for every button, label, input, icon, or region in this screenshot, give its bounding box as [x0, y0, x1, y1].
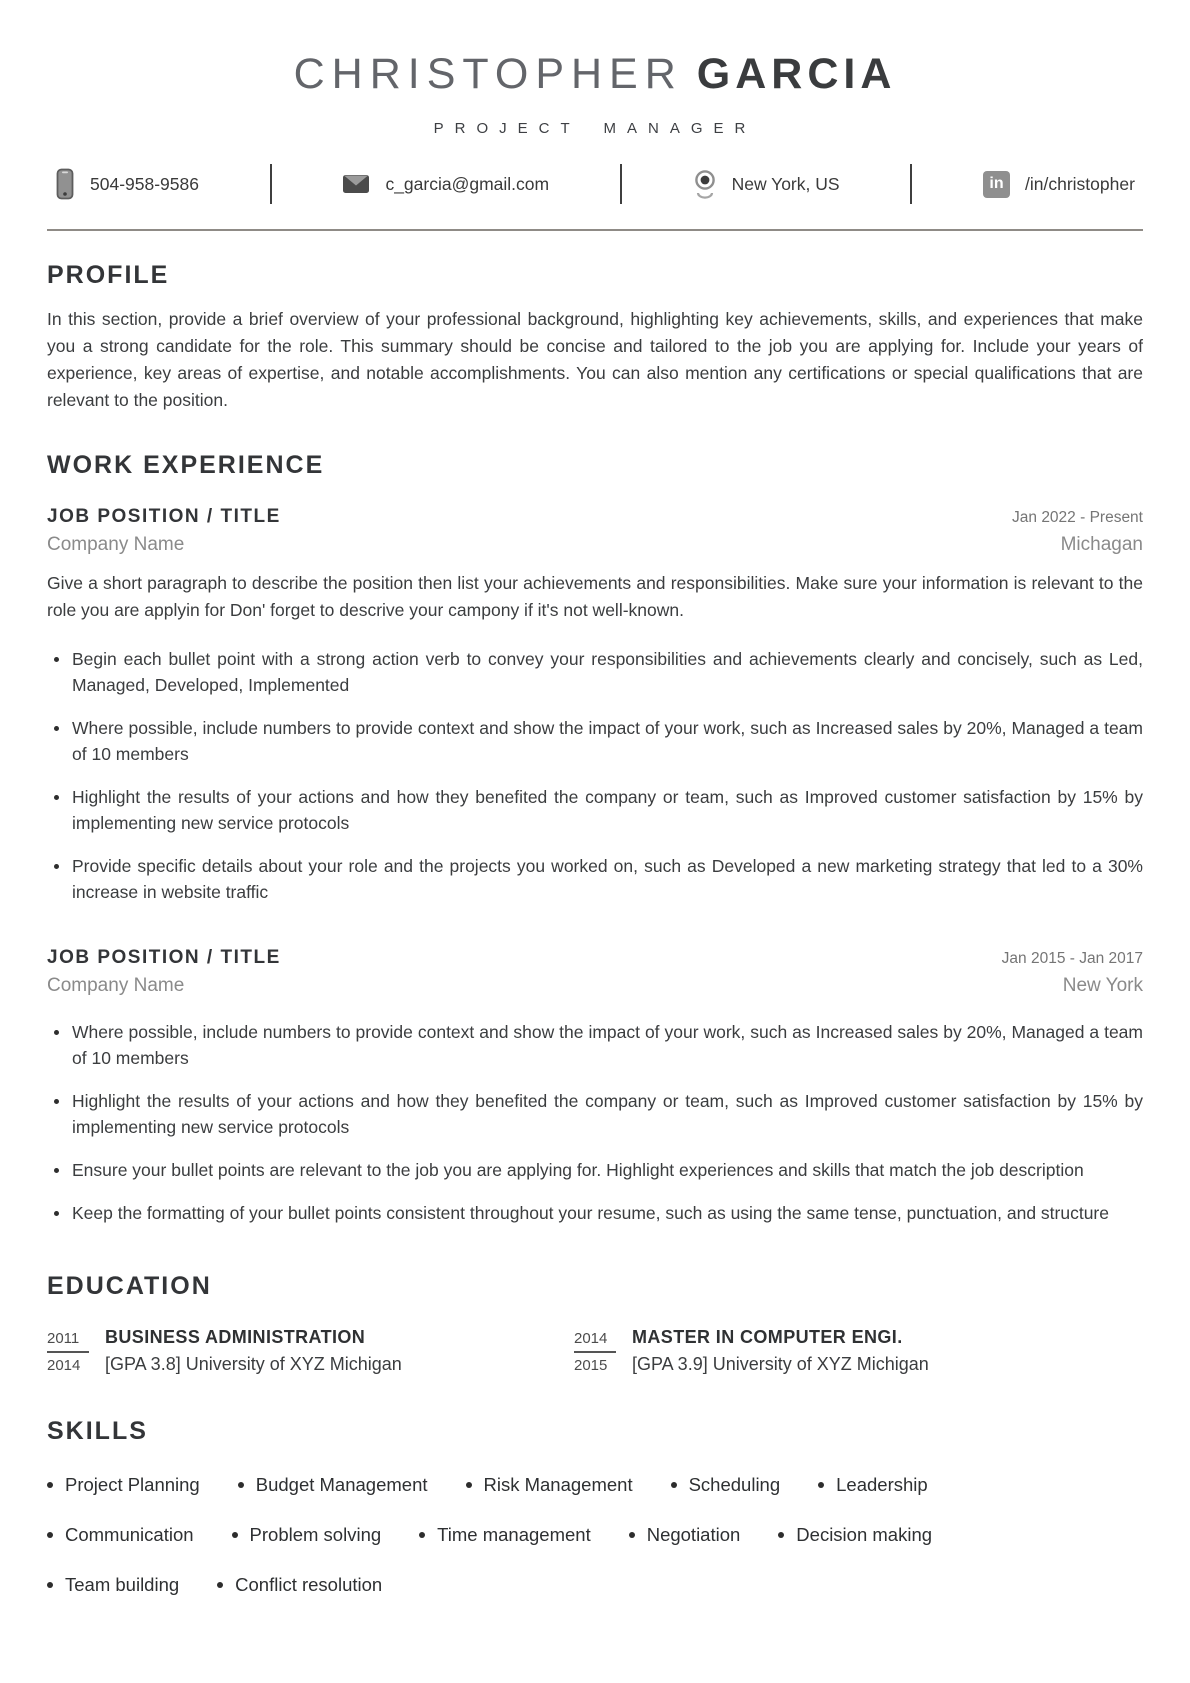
bullet-item: Begin each bullet point with a strong action verb to convey your responsibilities and achievements clearly and concisely, such as Led, Managed, Developed, Implemented: [47, 646, 1143, 698]
edu-text: [632, 1327, 929, 1375]
edu-degree: MASTER IN COMPUTER ENGI.: [632, 1327, 903, 1347]
edu-end-year: 2015: [574, 1357, 608, 1374]
mail-icon: [342, 174, 370, 194]
education-row: [47, 1327, 1143, 1375]
job-company-row: [47, 975, 1143, 997]
edu-end-year: 2014: [47, 1357, 81, 1374]
contact-separator: [270, 164, 272, 204]
job-dates: Jan 2022 - Present: [1012, 509, 1143, 526]
bullet-list: [47, 646, 1143, 905]
skill-item: [419, 1524, 591, 1546]
bullet-item: Where possible, include numbers to provide context and show the impact of your work, such as Increased sales by 20%, Managed a team of 10 members: [47, 715, 1143, 767]
phone-icon: [55, 168, 75, 200]
skill-item: [778, 1524, 932, 1546]
job-title-row: [47, 947, 1143, 969]
bullet-dot-icon: [238, 1482, 244, 1488]
education-entry: [47, 1327, 574, 1375]
skill-label: Time management: [437, 1524, 591, 1545]
skills-row: [47, 1474, 1143, 1496]
bullet-item: Where possible, include numbers to provide context and show the impact of your work, such as Increased sales by 20%, Managed a team of 10 members: [47, 1019, 1143, 1071]
skill-item: [217, 1574, 382, 1596]
last-name: GARCIA: [696, 50, 897, 98]
job-location: Michagan: [1060, 534, 1143, 555]
contact-separator: [910, 164, 912, 204]
skill-label: Team building: [65, 1574, 180, 1595]
skill-label: Conflict resolution: [235, 1574, 383, 1595]
bullet-dot-icon: [466, 1482, 472, 1488]
job-company: Company Name: [47, 975, 185, 996]
edu-details: [GPA 3.8] University of XYZ Michigan: [105, 1354, 402, 1374]
candidate-name: [47, 0, 1143, 99]
edu-years: [47, 1327, 89, 1375]
job-company: Company Name: [47, 534, 185, 555]
skill-item: [671, 1474, 781, 1496]
bullet-dot-icon: [419, 1532, 425, 1538]
contact-item-linkedin: [983, 171, 1135, 198]
profile-heading: PROFILE: [47, 261, 170, 289]
work-experience-heading: WORK EXPERIENCE: [47, 451, 325, 479]
first-name: CHRISTOPHER: [293, 50, 683, 98]
skill-item: [47, 1474, 200, 1496]
bullet-item: Highlight the results of your actions and how they benefited the company or team, such as Improved customer satisfaction by 15% by implementing new service protocols: [47, 784, 1143, 836]
edu-years: [574, 1327, 616, 1375]
contact-item-phone: [55, 168, 199, 200]
resume-header: [47, 0, 1143, 231]
skill-label: Decision making: [796, 1524, 933, 1545]
bullet-dot-icon: [217, 1582, 223, 1588]
job-position: JOB POSITION / TITLE: [47, 947, 281, 968]
skill-item: [47, 1524, 194, 1546]
skills-row: [47, 1574, 1143, 1596]
linkedin-badge-icon: in: [983, 171, 1010, 198]
contact-bar: [47, 164, 1143, 204]
contact-item-email: [342, 174, 549, 195]
bullet-dot-icon: [47, 1532, 53, 1538]
job-dates: Jan 2015 - Jan 2017: [1001, 950, 1143, 967]
edu-text: [105, 1327, 402, 1375]
bullet-dot-icon: [818, 1482, 824, 1488]
bullet-dot-icon: [671, 1482, 677, 1488]
education-heading: EDUCATION: [47, 1272, 212, 1300]
linkedin-handle: /in/christopher: [1025, 173, 1135, 194]
header-divider: [47, 229, 1143, 231]
job-summary: Give a short paragraph to describe the position then list your achievements and responsibilities. Make sure your information is relevant to the role you are applyin for Don' forget to descrive your campony if it's not well-known.: [47, 573, 1143, 620]
skill-label: Risk Management: [483, 1474, 633, 1495]
job-entry: [47, 506, 1143, 905]
bullet-item: Highlight the results of your actions and how they benefited the company or team, such as Improved customer satisfaction by 15% by implementing new service protocols: [47, 1088, 1143, 1140]
section-profile: [47, 261, 1143, 414]
skill-item: [47, 1574, 179, 1596]
bullet-dot-icon: [629, 1532, 635, 1538]
edu-degree: BUSINESS ADMINISTRATION: [105, 1327, 366, 1347]
skill-item: [629, 1524, 741, 1546]
skill-item: [232, 1524, 382, 1546]
skills-row: [47, 1524, 1143, 1546]
skill-label: Project Planning: [65, 1474, 200, 1495]
skill-label: Budget Management: [255, 1474, 428, 1495]
skill-item: [238, 1474, 428, 1496]
section-skills: [47, 1417, 1143, 1596]
bullet-dot-icon: [778, 1532, 784, 1538]
bullet-dot-icon: [47, 1582, 53, 1588]
bullet-list: [47, 1019, 1143, 1226]
job-title-row: [47, 506, 1143, 528]
contact-item-location: [693, 169, 840, 200]
email-address: c_garcia@gmail.com: [385, 173, 550, 194]
phone-number: 504-958-9586: [90, 173, 199, 194]
location-text: New York, US: [731, 173, 840, 194]
skills-list: [47, 1474, 1143, 1596]
edu-details: [GPA 3.9] University of XYZ Michigan: [632, 1354, 929, 1374]
candidate-job-title: PROJECT MANAGER: [433, 120, 757, 137]
skill-label: Negotiation: [646, 1524, 741, 1545]
bullet-item: Ensure your bullet points are relevant to the job you are applying for. Highlight experiences and skills that match the job description: [47, 1157, 1143, 1183]
location-pin-icon: [693, 169, 717, 200]
bullet-dot-icon: [232, 1532, 238, 1538]
job-position: JOB POSITION / TITLE: [47, 506, 281, 527]
edu-start-year: 2014: [574, 1330, 616, 1353]
bullet-item: Keep the formatting of your bullet points consistent throughout your resume, such as using the same tense, punctuation, and structure: [47, 1200, 1143, 1226]
skills-heading: SKILLS: [47, 1417, 148, 1445]
job-location: New York: [1062, 975, 1143, 996]
job-company-row: [47, 534, 1143, 556]
skill-label: Leadership: [836, 1474, 928, 1495]
skill-label: Problem solving: [249, 1524, 382, 1545]
skill-item: [818, 1474, 928, 1496]
contact-separator: [620, 164, 622, 204]
education-entry: [574, 1327, 1101, 1375]
section-work-experience: [47, 451, 1143, 1226]
section-education: [47, 1272, 1143, 1375]
skill-item: [466, 1474, 633, 1496]
skill-label: Scheduling: [688, 1474, 781, 1495]
profile-body: In this section, provide a brief overview of your professional background, highlighting key achievements, skills, and experiences that make you a strong candidate for the role. This summary should be concise and tailored to the job you are applying for. Include your years of experience, key areas of expertise, and notable accomplishments. You can also mention any certifications or special qualifications that are relevant to the position.: [47, 309, 1143, 410]
job-entry: [47, 947, 1143, 1226]
bullet-item: Provide specific details about your role and the projects you worked on, such as Developed a new marketing strategy that led to a 30% increase in website traffic: [47, 853, 1143, 905]
edu-start-year: 2011: [47, 1330, 89, 1353]
skill-label: Communication: [65, 1524, 194, 1545]
bullet-dot-icon: [47, 1482, 53, 1488]
